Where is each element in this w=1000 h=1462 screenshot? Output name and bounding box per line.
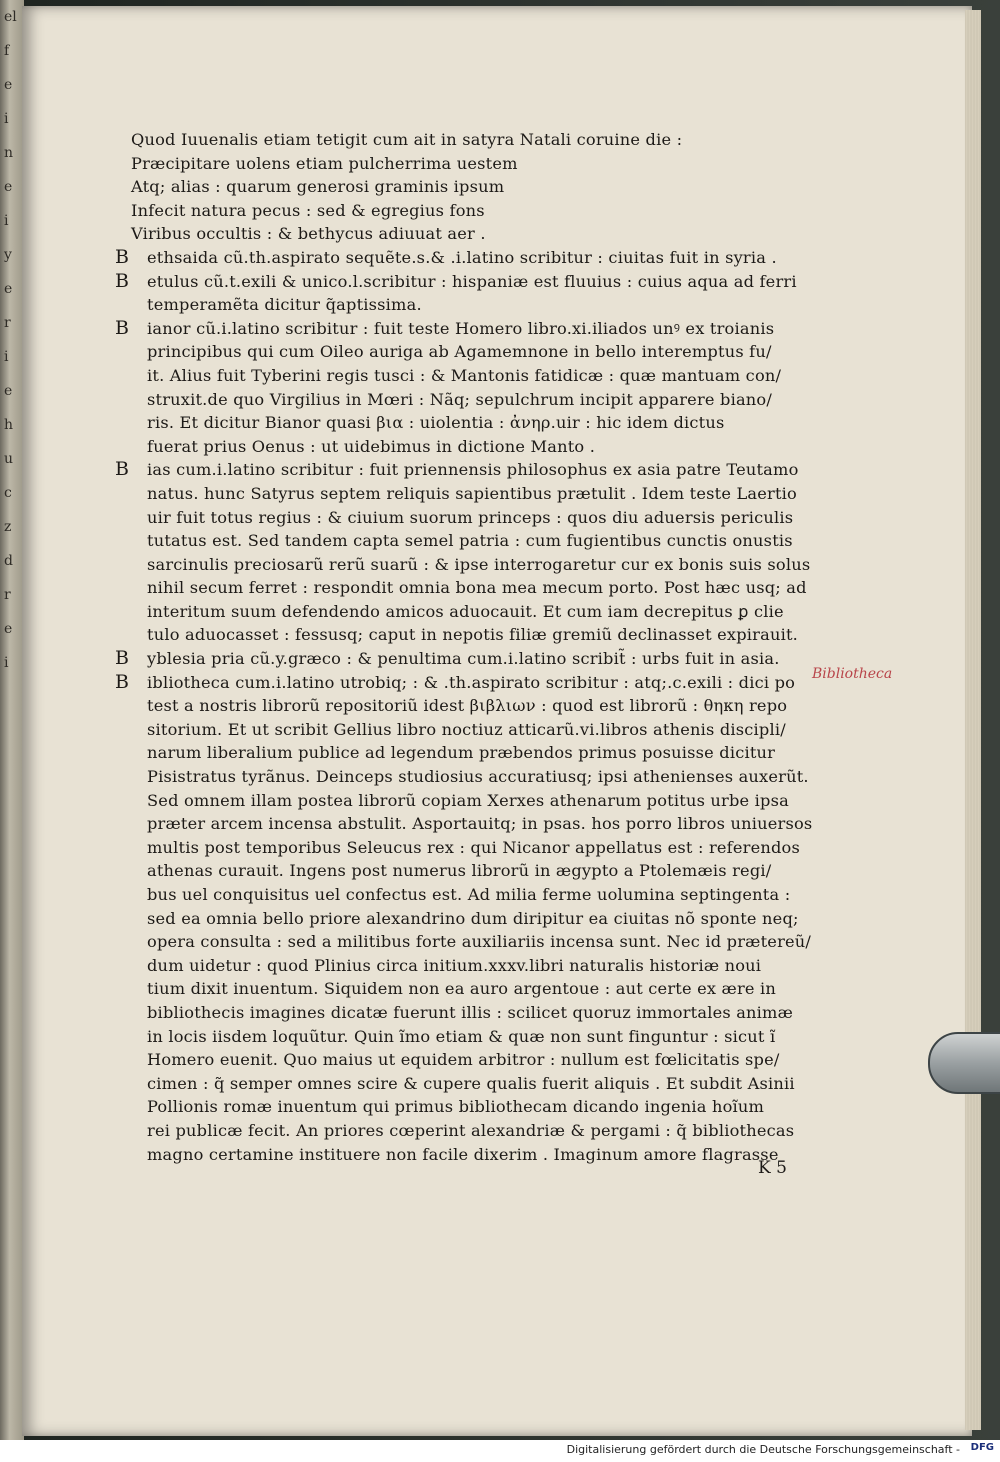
text-line — [115, 1048, 805, 1072]
text-line — [115, 1025, 805, 1049]
text-line — [115, 364, 805, 388]
line-text: Homero euenit. Quo maius ut equidem arbitror : nullum est fœlicitatis spe/ — [147, 1050, 780, 1070]
facing-page-fragment: c — [4, 485, 12, 501]
line-text: tium dixit inuentum. Siquidem non ea auro argentoue : aut certe ex ære in — [147, 979, 777, 999]
text-line — [115, 270, 805, 294]
line-text: Pollionis romæ inuentum qui primus bibliothecam dicando ingenia hoĩum — [147, 1097, 765, 1117]
line-text: natus. hunc Satyrus septem reliquis sapientibus prætulit . Idem teste Laertio — [147, 483, 797, 503]
line-text: ias cum.i.latino scribitur : fuit priennensis philosophus ex asia patre Teutamo — [147, 460, 799, 480]
facing-page-fragment: e — [4, 281, 13, 297]
facing-page-fragment: i — [4, 213, 9, 229]
facing-page-fragment: d — [4, 553, 13, 569]
line-text: athenas curauit. Ingens post numerus librorũ in ægypto a Ptolemæis regi/ — [147, 861, 772, 881]
text-line — [115, 1119, 805, 1143]
text-line — [115, 765, 809, 789]
line-text: sed ea omnia bello priore alexandrino dum diripitur ea ciuitas nõ sponte neq; — [147, 908, 799, 928]
text-line — [115, 553, 811, 577]
line-text: sarcinulis preciosarũ rerũ suarũ : & ipse interrogaretur cur ex bonis suis solus — [147, 554, 811, 574]
page-edges — [965, 10, 981, 1430]
text-line — [115, 199, 805, 223]
line-text: etulus cũ.t.exili & unico.l.scribitur : hispaniæ est fluuius : cuius aqua ad ferri — [147, 271, 797, 291]
text-line — [115, 128, 805, 152]
line-text: principibus qui cum Oileo auriga ab Agamemnone in bello interemptus fu/ — [147, 342, 772, 362]
facing-page-edge — [0, 0, 24, 1440]
page-text — [115, 128, 813, 1166]
line-text: Quod Iuuenalis etiam tetigit cum ait in satyra Natali coruine die : — [131, 130, 683, 149]
line-text: Atq; alias : quarum generosi graminis ipsum — [131, 177, 505, 197]
line-text: tulo aduocasset : fessusq; caput in nepotis filiæ gremiũ declinasset expirauit. — [147, 625, 799, 645]
text-line — [115, 1072, 805, 1096]
facing-page-fragment: r — [4, 315, 11, 331]
facing-page-fragment: h — [4, 417, 14, 433]
initial-letter: B — [115, 269, 130, 292]
line-text: tutatus est. Sed tandem capta semel patria : cum fugientibus cunctis onustis — [147, 531, 793, 551]
facing-page-fragment: f — [4, 43, 10, 59]
line-text: sitorium. Et ut scribit Gellius libro noctiuz atticarũ.vi.libros athenis discipli/ — [147, 719, 786, 739]
line-text: nihil secum ferret : respondit omnia bona mea mecum porto. Post hæc usq; ad — [147, 578, 807, 598]
line-text: in locis iisdem loquũtur. Quin ĩmo etiam & quæ non sunt finguntur : sicut ĩ — [147, 1026, 776, 1046]
text-line — [115, 246, 805, 270]
line-text: narum liberalium publice ad legendum præbendos primus posuisse dicitur — [147, 743, 776, 763]
line-text: fuerat prius Oenus : ut uidebimus in dictione Manto . — [147, 436, 596, 456]
line-text: uir fuit totus regius : & ciuium suorum princeps : quos diu aduersis periculis — [147, 507, 794, 527]
text-line — [115, 930, 812, 954]
text-line — [115, 694, 805, 718]
line-text: ethsaida cũ.th.aspirato sequẽte.s.& .i.latino scribitur : ciuitas fuit in syria . — [147, 247, 777, 267]
facing-page-fragment: r — [4, 587, 11, 603]
line-text: Sed omnem illam postea librorũ copiam Xerxes athenarum potitus urbe ipsa — [147, 790, 789, 810]
signature-mark: K 5 — [758, 1158, 787, 1178]
text-line — [115, 647, 805, 671]
facing-page-fragment: el — [4, 9, 17, 25]
marginal-note: Bibliotheca — [812, 666, 893, 682]
text-line — [115, 907, 805, 931]
initial-letter: B — [115, 670, 130, 693]
line-text: bus uel conquisitus uel confectus est. Ad milia ferme uolumina septingenta : — [147, 885, 791, 904]
text-line — [115, 152, 805, 176]
text-line — [115, 175, 805, 199]
text-line — [115, 812, 813, 836]
footer-bar — [0, 1440, 1000, 1462]
text-line — [115, 411, 805, 435]
text-line — [115, 435, 805, 459]
line-text: ris. Et dicitur Bianor quasi βια : uiolentia : ἀνηρ.uir : hic idem dictus — [147, 413, 725, 433]
facing-page-fragment: z — [4, 519, 12, 535]
initial-letter: B — [115, 458, 130, 481]
text-line — [115, 600, 805, 624]
facing-page-fragment: n — [4, 145, 14, 161]
facing-page-fragment: i — [4, 111, 9, 127]
text-line — [115, 741, 805, 765]
line-text: magno certamine instituere non facile dixerim . Imaginum amore flagrasse — [147, 1144, 779, 1164]
text-line — [115, 482, 805, 506]
text-line — [115, 836, 805, 860]
text-line — [115, 977, 805, 1001]
line-text: rei publicæ fecit. An priores cœperint alexandriæ & pergami : q̃ bibliothecas — [147, 1120, 795, 1140]
line-text: Præcipitare uolens etiam pulcherrima uestem — [131, 153, 518, 173]
initial-letter: B — [115, 316, 130, 339]
line-text: dum uidetur : quod Plinius circa initium.xxxv.libri naturalis historiæ noui — [147, 955, 762, 975]
text-line — [115, 671, 805, 695]
text-line — [115, 340, 805, 364]
line-text: ibliotheca cum.i.latino utrobiq; : & .th.aspirato scribitur : atq;.c.exili : dici po — [147, 672, 796, 692]
line-text: temperamẽta dicitur q̃aptissima. — [147, 295, 422, 315]
text-line — [115, 859, 805, 883]
text-line — [115, 1095, 805, 1119]
text-line — [115, 576, 805, 600]
text-line — [115, 1001, 805, 1025]
text-line — [115, 293, 805, 317]
text-line — [115, 789, 805, 813]
line-text: multis post temporibus Seleucus rex : qui Nicanor appellatus est : referendos — [147, 837, 800, 857]
line-text: interitum suum defendendo amicos aduocauit. Et cum iam decrepitus ꝑ clie — [147, 601, 784, 621]
text-line — [115, 883, 805, 907]
facing-page-fragment: e — [4, 383, 13, 399]
text-line — [115, 623, 805, 647]
text-line — [115, 458, 805, 482]
text-line — [115, 317, 805, 341]
line-text: opera consulta : sed a militibus forte auxiliariis incensa sunt. Nec id prætereũ/ — [147, 932, 812, 952]
facing-page-fragment: i — [4, 655, 9, 671]
line-text: Viribus occultis : & bethycus adiuuat aer . — [131, 224, 486, 244]
facing-page-fragment: u — [4, 451, 14, 467]
facing-page-fragment: i — [4, 349, 9, 365]
text-line — [115, 1143, 805, 1167]
footer-credit: Digitalisierung gefördert durch die Deutsche Forschungsgemeinschaft - — [566, 1443, 960, 1456]
facing-page-fragment: e — [4, 77, 13, 93]
initial-letter: B — [115, 647, 130, 670]
text-line — [115, 388, 805, 412]
text-line — [115, 506, 805, 530]
line-text: bibliothecis imagines dicatæ fuerunt illis : scilicet quoruz immortales animæ — [147, 1002, 794, 1022]
page-clip — [928, 1032, 1000, 1094]
line-text: test a nostris librorũ repositoriũ idest βιβλιων : quod est librorũ : θηκη repo — [147, 696, 788, 716]
line-text: ianor cũ.i.latino scribitur : fuit teste Homero libro.xi.iliados unꝰ ex troianis — [147, 318, 775, 338]
text-line — [115, 954, 805, 978]
dfg-logo-icon: DFG — [970, 1442, 994, 1453]
initial-letter: B — [115, 245, 130, 268]
facing-page-fragment: e — [4, 179, 13, 195]
line-text: Pisistratus tyrãnus. Deinceps studiosius accuratiusq; ipsi athenienses auxerũt. — [147, 767, 809, 787]
line-text: struxit.de quo Virgilius in Mœri : Nãq; sepulchrum incipit apparere biano/ — [147, 389, 773, 409]
line-text: Infecit natura pecus : sed & egregius fons — [131, 200, 485, 220]
line-text: præter arcem incensa abstulit. Asportauitq; in psas. hos porro libros uniuersos — [147, 814, 813, 834]
text-line — [115, 222, 805, 246]
line-text: cimen : q̃ semper omnes scire & cupere qualis fuerit aliquis . Et subdit Asinii — [147, 1073, 795, 1093]
facing-page-fragment: y — [4, 247, 12, 263]
line-text: it. Alius fuit Tyberini regis tusci : & Mantonis fatidicæ : quæ mantuam con/ — [147, 365, 782, 385]
text-line — [115, 529, 805, 553]
line-text: yblesia pria cũ.y.græco : & penultima cum.i.latino scribit̃ : urbs fuit in asia. — [147, 649, 780, 669]
facing-page-fragment: e — [4, 621, 13, 637]
text-line — [115, 718, 805, 742]
